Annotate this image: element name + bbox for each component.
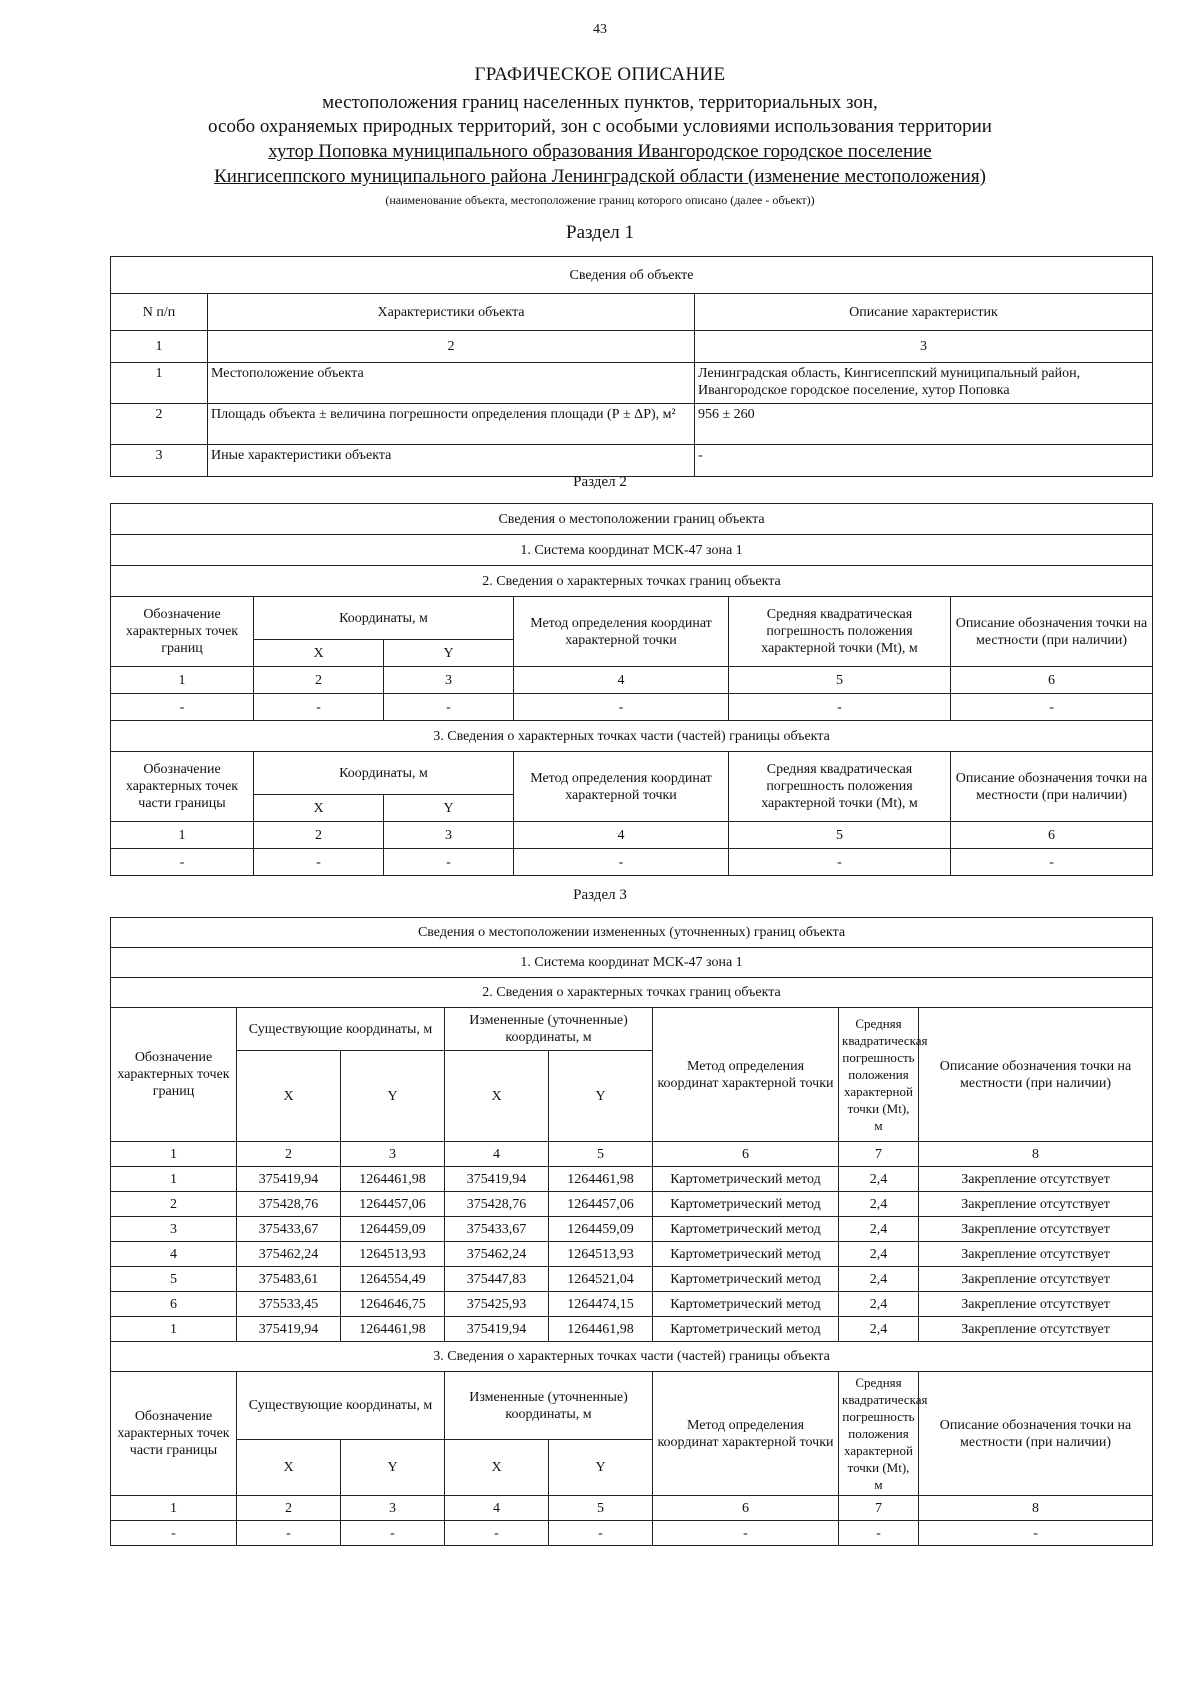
table-cell: 375483,61 (237, 1267, 341, 1292)
table-cell: Закрепление отсутствует (919, 1267, 1153, 1292)
coord-system: 1. Система координат МСК-47 зона 1 (111, 948, 1153, 978)
table-row (111, 1267, 1153, 1292)
table-cell: 5 (111, 1267, 237, 1292)
table-cell: 1264461,98 (549, 1167, 653, 1192)
object-info-table (110, 256, 1153, 477)
changed-boundary-table: Сведения о местоположении измененных (уточненных) границ объекта 1. Система координат МСК-47 зона 1 2. Сведения о характерных точках границ объекта Обозначение характерных точек границ Существующие координаты, м Измененные (уточненные) координаты, м Метод определения координат характерной точки Средняя квадратическая погрешность положения характерной точки (Mt), м Описание обозначения точки на местности (при наличии) X Y X Y 1 2 3 4 5 6 7 8 1 375419,94 1264461,98 375419,94 1264461,98 Картометрический метод 2,4 Закрепление отсутствует 2 375428,76 1264457,06 375428,76 1264457,06 Картометрический метод 2,4 Закрепление отсутствует 3 375433,67 1264459,09 375433,67 1264459,09 Картометрический метод 2,4 Закрепление отсутствует 4 375462,24 1264513,93 375462,24 1264513,93 Картометрический метод 2,4 Закрепление отсутствует 5 375483,61 1264554,49 375447,83 1264521,04 Картометрический метод 2,4 Закрепление отсутствует 6 375533,45 1264646,75 375425,93 1264474,15 Картометрический метод 2,4 Закрепление отсутствует 1 375419,94 1264461,98 375419,94 1264461,98 Картометрический метод 2,4 Закрепление отсутствует 3. Сведения о характерных точках части (частей) границы объекта Обозначение характерных точек части границы Существующие координаты, м Измененные (уточненные) координаты, м Метод определения координат характерной точки Средняя квадратическая погрешность положения характерной точки (Mt), м Описание обозначения точки на местности (при наличии) X Y X Y 1 2 3 4 5 6 7 8 - - - - - - - - (110, 917, 1153, 1546)
table-cell: 1 (111, 1167, 237, 1192)
table-row: 1 Местоположение объекта Ленинградская область, Кингисеппский муниципальный район, Ивангородское городское поселение, хутор Поповка (111, 363, 1153, 404)
table-cell: 3 (111, 1217, 237, 1242)
table-cell: Закрепление отсутствует (919, 1242, 1153, 1267)
table-cell: Закрепление отсутствует (919, 1292, 1153, 1317)
table-row (111, 1192, 1153, 1217)
table-row (111, 1317, 1153, 1342)
table-cell: Картометрический метод (653, 1217, 839, 1242)
subsection-title: 3. Сведения о характерных точках части (частей) границы объекта (111, 721, 1153, 752)
table-cell: 375447,83 (445, 1267, 549, 1292)
table-cell: 2 (111, 1192, 237, 1217)
table-cell: 1264513,93 (549, 1242, 653, 1267)
table-row: 2 Площадь объекта ± величина погрешности определения площади (Р ± ΔР), м² 956 ± 260 (111, 404, 1153, 445)
table-cell: 1264521,04 (549, 1267, 653, 1292)
table-cell: Закрепление отсутствует (919, 1167, 1153, 1192)
table-cell: 1264554,49 (341, 1267, 445, 1292)
table-row: - - - - - - (111, 849, 1153, 876)
object-caption: (наименование объекта, местоположение границ которого описано (далее - объект)) (385, 193, 815, 207)
table-cell: 375433,67 (237, 1217, 341, 1242)
table-cell: 1264459,09 (341, 1217, 445, 1242)
col-number: 3 (695, 331, 1153, 363)
table-cell: 2,4 (839, 1292, 919, 1317)
col-number: 1 (111, 331, 208, 363)
table-cell: Картометрический метод (653, 1167, 839, 1192)
table-title: Сведения о местоположении измененных (уточненных) границ объекта (111, 918, 1153, 948)
section1-title: Раздел 1 (566, 222, 634, 243)
table-cell: 2,4 (839, 1192, 919, 1217)
table-title: Сведения о местоположении границ объекта (111, 504, 1153, 535)
table-cell: Картометрический метод (653, 1317, 839, 1342)
table-title: Сведения об объекте (111, 257, 1153, 294)
table-cell: 2,4 (839, 1242, 919, 1267)
table-row: - - - - - - (111, 694, 1153, 721)
table-cell: 6 (111, 1292, 237, 1317)
table-cell: 2,4 (839, 1317, 919, 1342)
doc-title: ГРАФИЧЕСКОЕ ОПИСАНИЕ (474, 64, 726, 85)
table-cell: 1 (111, 1317, 237, 1342)
table-cell: 375533,45 (237, 1292, 341, 1317)
subsection-title: 2. Сведения о характерных точках границ объекта (111, 566, 1153, 597)
table-row (111, 1167, 1153, 1192)
table-cell: 1264457,06 (341, 1192, 445, 1217)
table-cell: 375425,93 (445, 1292, 549, 1317)
table-cell: Картометрический метод (653, 1292, 839, 1317)
col-header: Характеристики объекта (208, 294, 695, 331)
table-cell: 2,4 (839, 1217, 919, 1242)
table-cell: 1264459,09 (549, 1217, 653, 1242)
section3-title: Раздел 3 (573, 887, 627, 903)
table-row (111, 1242, 1153, 1267)
col-header: N п/п (111, 294, 208, 331)
table-cell: 375433,67 (445, 1217, 549, 1242)
table-cell: 2,4 (839, 1167, 919, 1192)
section2-title: Раздел 2 (573, 474, 627, 490)
subsection-title: 2. Сведения о характерных точках границ объекта (111, 978, 1153, 1008)
table-cell: Закрепление отсутствует (919, 1317, 1153, 1342)
table-cell: Закрепление отсутствует (919, 1192, 1153, 1217)
table-cell: 375419,94 (237, 1167, 341, 1192)
table-cell: 375419,94 (237, 1317, 341, 1342)
doc-subtitle-line1: местоположения границ населенных пунктов, территориальных зон, (322, 92, 878, 113)
doc-subtitle-line2: особо охраняемых природных территорий, зон с особыми условиями использования территории (208, 116, 992, 137)
col-number: 2 (208, 331, 695, 363)
table-cell: 1264513,93 (341, 1242, 445, 1267)
table-cell: 1264461,98 (341, 1167, 445, 1192)
table-cell: 4 (111, 1242, 237, 1267)
table-row (111, 1217, 1153, 1242)
table-cell: 1264646,75 (341, 1292, 445, 1317)
table-cell: 1264461,98 (549, 1317, 653, 1342)
coord-system: 1. Система координат МСК-47 зона 1 (111, 535, 1153, 566)
table-row: - - - - - - - - (111, 1521, 1153, 1546)
col-header: Описание характеристик (695, 294, 1153, 331)
table-cell: 375462,24 (237, 1242, 341, 1267)
table-cell: 375419,94 (445, 1167, 549, 1192)
page-number: 43 (593, 22, 607, 37)
table-cell: 1264474,15 (549, 1292, 653, 1317)
table-cell: Картометрический метод (653, 1267, 839, 1292)
table-cell: 2,4 (839, 1267, 919, 1292)
table-cell: 1264457,06 (549, 1192, 653, 1217)
object-name-line2: Кингисеппского муниципального района Ленинградской области (изменение местоположения) (214, 166, 986, 187)
table-cell: 1264461,98 (341, 1317, 445, 1342)
object-name-line1: хутор Поповка муниципального образования Ивангородское городское поселение (268, 141, 932, 162)
boundary-points-table: Сведения о местоположении границ объекта 1. Система координат МСК-47 зона 1 2. Сведения о характерных точках границ объекта Обозначение характерных точек границ Координаты, м Метод определения координат характерной точки Средняя квадратическая погрешность положения характерной точки (Mt), м Описание обозначения точки на местности (при наличии) X Y 1 2 3 4 5 6 - - - - - - 3. Сведения о характерных точках части (частей) границы объекта Обозначение характерных точек части границы Координаты, м Метод определения координат характерной точки Средняя квадратическая погрешность положения характерной точки (Mt), м Описание обозначения точки на местности (при наличии) X Y 1 2 3 4 5 6 - - - - - - (110, 503, 1153, 876)
table-row: 3 Иные характеристики объекта - (111, 445, 1153, 477)
table-cell: 375419,94 (445, 1317, 549, 1342)
table-cell: Закрепление отсутствует (919, 1217, 1153, 1242)
table-cell: 375462,24 (445, 1242, 549, 1267)
table-cell: Картометрический метод (653, 1242, 839, 1267)
subsection-title: 3. Сведения о характерных точках части (частей) границы объекта (111, 1342, 1153, 1372)
table-row (111, 1292, 1153, 1317)
table-cell: 375428,76 (237, 1192, 341, 1217)
table-cell: 375428,76 (445, 1192, 549, 1217)
table-cell: Картометрический метод (653, 1192, 839, 1217)
